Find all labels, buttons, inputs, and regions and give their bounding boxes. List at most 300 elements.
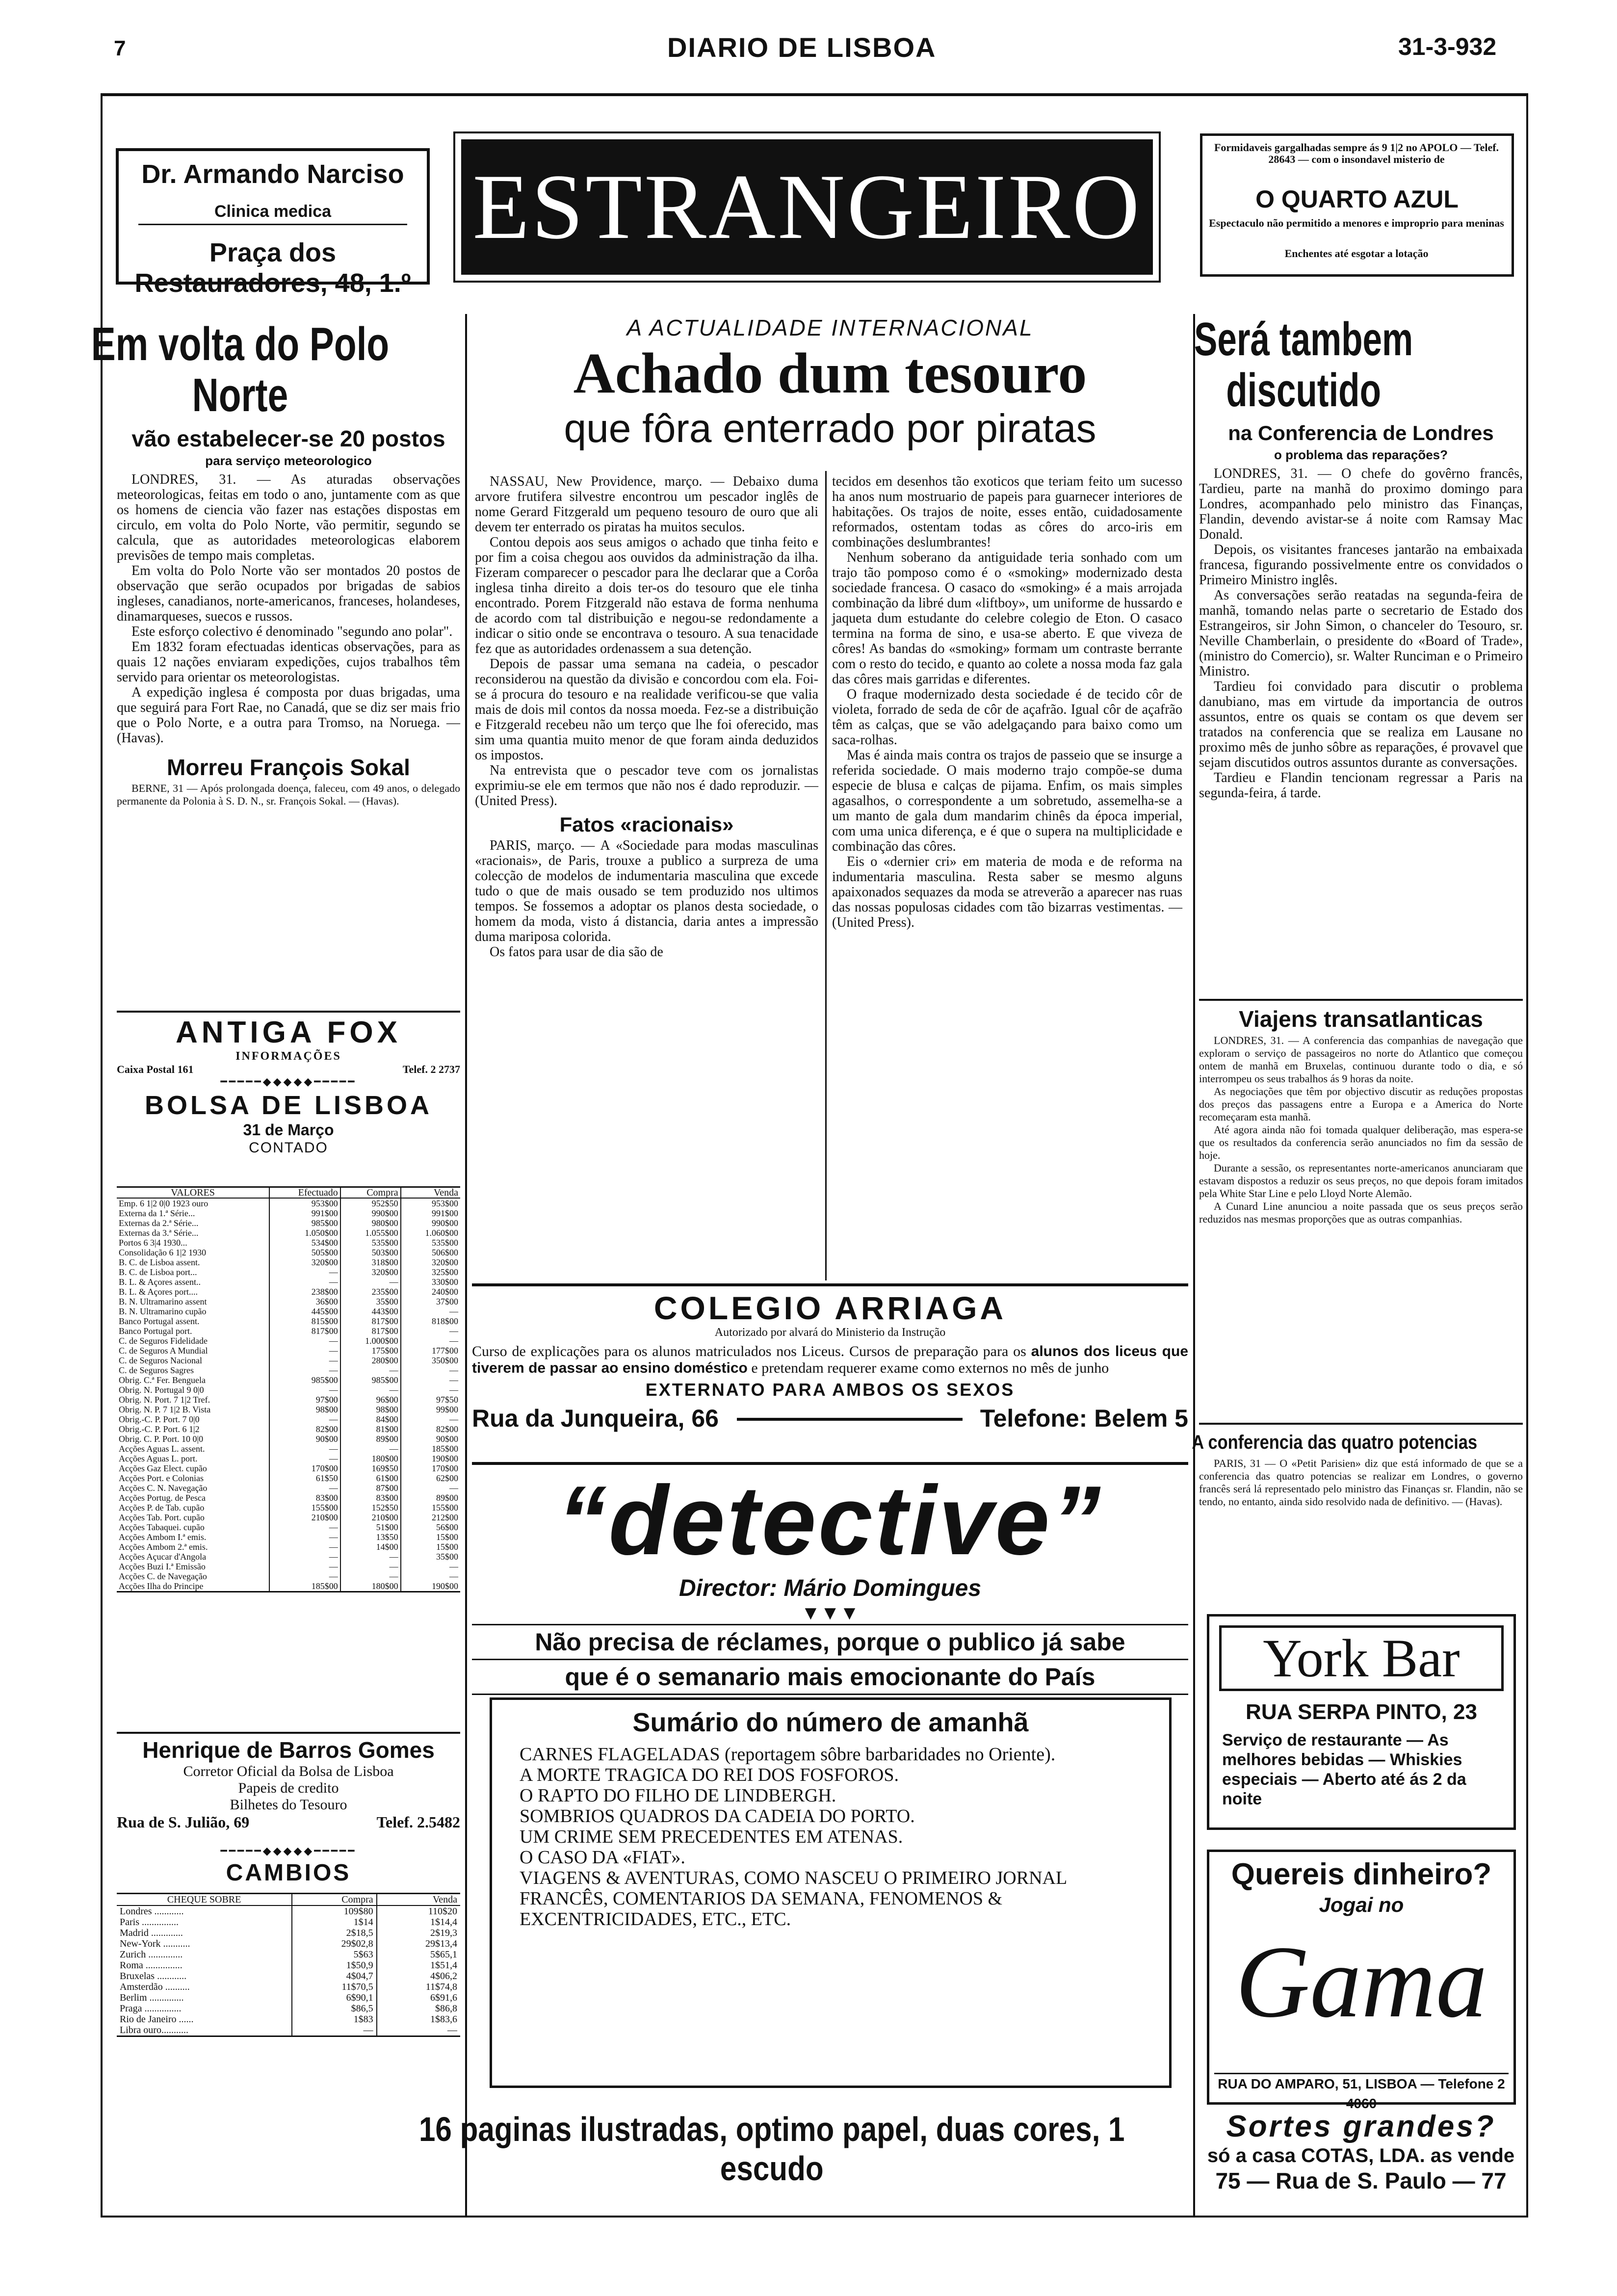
tesouro-paragraph: Eis o «dernier cri» em materia de moda e de reforma na indumentaria masculina. Resta saber se mesmo alguns apaixonados sequazes da moda se atreverão a aparecer nas ruas das nossas populosas cidades com tão bizarras vestimentas. — (United Press). bbox=[832, 854, 1182, 930]
sumario-item: SOMBRIOS QUADROS DA CADEIA DO PORTO. bbox=[520, 1806, 915, 1826]
bolsa-cell: 99$00 bbox=[401, 1405, 460, 1414]
cambios-cell: New-York ........... bbox=[120, 1938, 190, 1949]
bolsa-cell: Acções Tab. Port. cupão bbox=[119, 1513, 205, 1522]
bolsa-cell: 90$00 bbox=[269, 1434, 340, 1444]
bolsa-cell: 330$00 bbox=[401, 1277, 460, 1287]
bolsa-cell: — bbox=[269, 1346, 340, 1356]
quatro-headline: A conferencia das quatro potencias bbox=[1192, 1432, 1478, 1453]
bolsa-cell: — bbox=[269, 1385, 340, 1395]
article-polo-norte bbox=[91, 318, 460, 808]
ad-quarto-line1: Formidaveis gargalhadas sempre ás 9 1|2 no APOLO — Telef. 28643 — com o insondavel misterio de bbox=[1214, 141, 1499, 165]
bolsa-cell: — bbox=[401, 1365, 460, 1375]
cambios-cell: 2$19,3 bbox=[377, 1928, 460, 1938]
fatos-paragraph: Os fatos para usar de dia são de bbox=[490, 944, 663, 960]
quatro-text: PARIS, 31 — O «Petit Parisien» diz que está informado de que se a conferencia das quatro potencias se realizar em Londres, o governo francês será lá representado pelo ministro das Finanças sr. Flandin, não se tendo, no entanto, ainda sido resolvido nada de definitivo. — (Havas). bbox=[1199, 1457, 1523, 1508]
londres-headline: Será tambem discutido bbox=[1194, 313, 1413, 417]
polo-paragraph: A expedição inglesa é composta por duas brigadas, uma que seguirá para Fort Rae, no Canadá, que se diz ser mais frio que o Polo Norte, e a outra para Tromso, na Noruega. — (Havas). bbox=[117, 685, 460, 746]
bolsa-cell: — bbox=[340, 1552, 401, 1562]
bolsa-cell: 82$00 bbox=[401, 1424, 460, 1434]
bolsa-cell: 818$00 bbox=[401, 1316, 460, 1326]
york-address: RUA SERPA PINTO, 23 bbox=[1246, 1700, 1477, 1724]
bolsa-cell: — bbox=[401, 1571, 460, 1581]
bolsa-cell: 190$00 bbox=[401, 1581, 460, 1591]
viagens-paragraph: Até agora ainda não foi tomada qualquer deliberação, mas espera-se que os resultados da conferencia serão anunciados no fim da sessão de hoje. bbox=[1199, 1123, 1523, 1161]
cambios-cell: Bruxelas ............ bbox=[120, 1971, 187, 1982]
bolsa-cell: C. de Seguros A Mundial bbox=[119, 1346, 208, 1356]
tesouro-paragraph: Mas é ainda mais contra os trajos de passeio que se insurge a referida sociedade. O mais moderno trajo compõe-se duma especie de blusa e calças de pijama. Enfim, os mais simples agasalhos, o correspondente a um sobretudo, assemelha-se a um manto de gala dum mandarim chinês da época imperial, com uma unica diferença, e é que o supera na multiplicidade e combinação das côres. bbox=[832, 748, 1182, 854]
table-row bbox=[117, 2025, 460, 2035]
polo-headline: Em volta do Polo Norte bbox=[91, 318, 390, 421]
bolsa-cell: 1.060$00 bbox=[401, 1228, 460, 1238]
londres-paragraph: LONDRES, 31. — O chefe do govêrno francês, Tardieu, parte na manhã do proximo domingo para Londres, acompanhado pelo ministro das Finanças, Flandin, devendo avistar-se á noite com Ramsay Mac Donald. bbox=[1199, 466, 1523, 542]
polo-paragraph: LONDRES, 31. — As aturadas observações meteorologicas, feitas em todo o ano, juntamente com as que os homens de ciencia vão fazer nas estações dispostas em circulo, em volta do Polo Norte, vão permitir, segundo se calcula, que as autoridades meteorologicas elaborem previsões de tempo mais completas. bbox=[117, 472, 460, 563]
bolsa-cell: — bbox=[401, 1414, 460, 1424]
bolsa-cell: 61$50 bbox=[269, 1473, 340, 1483]
bolsa-cell: 170$00 bbox=[401, 1463, 460, 1473]
bolsa-cell: 180$00 bbox=[340, 1581, 401, 1591]
table-row bbox=[117, 1513, 460, 1522]
bolsa-cell: B. N. Ultramarino cupão bbox=[119, 1306, 207, 1316]
cambios-cell: 1$14 bbox=[292, 1917, 377, 1928]
bolsa-cell: — bbox=[401, 1483, 460, 1493]
bolsa-cell: 98$00 bbox=[340, 1405, 401, 1414]
sokal-headline: Morreu François Sokal bbox=[167, 755, 410, 780]
bolsa-cell: 36$00 bbox=[269, 1297, 340, 1306]
table-row bbox=[117, 1542, 460, 1552]
bolsa-cell: Obrig. C. P. Port. 10 0|0 bbox=[119, 1434, 204, 1444]
gama-sub: Jogai no bbox=[1319, 1893, 1404, 1916]
divider bbox=[1199, 999, 1523, 1001]
bolsa-cell: 90$00 bbox=[401, 1434, 460, 1444]
bolsa-cell: Acções Aguas L. assent. bbox=[119, 1444, 205, 1454]
cambios-cell: 2$18,5 bbox=[292, 1928, 377, 1938]
polo-subhead2: para serviço meteorologico bbox=[205, 453, 372, 468]
bolsa-cell: 15$00 bbox=[401, 1532, 460, 1542]
cambios-cell: Zurich .............. bbox=[120, 1949, 183, 1960]
table-row bbox=[117, 1454, 460, 1463]
tesouro-paragraph: Depois de passar uma semana na cadeia, o pescador reconsiderou na questão da divisão e concordou com ela. Foi-se á procura do tesouro e na realidade verificou-se que valia mais de dois mil contos da nossa moeda. Fez-se a distribuição e Fitzgerald recebeu não um terço que lhe foi oferecido, mas sim uma quantia muito menor de que foram ainda deduzidos os impostos. bbox=[475, 656, 818, 763]
cambios-cell: Berlim .............. bbox=[120, 1992, 184, 2003]
cambios-header: Venda bbox=[377, 1894, 460, 1905]
cambios-cell: 1$83 bbox=[292, 2014, 377, 2025]
bolsa-cell: 503$00 bbox=[340, 1248, 401, 1257]
table-row bbox=[117, 1414, 460, 1424]
bolsa-cell: 320$00 bbox=[401, 1257, 460, 1267]
bolsa-cell: 13$50 bbox=[340, 1532, 401, 1542]
bolsa-cell: — bbox=[340, 1277, 401, 1287]
section-banner-title: ESTRANGEIRO bbox=[472, 156, 1142, 259]
londres-paragraph: Tardieu e Flandin tencionam regressar a Paris na segunda-feira, á tarde. bbox=[1199, 770, 1523, 801]
londres-paragraph: As conversações serão reatadas na segunda-feira de manhã, tomando nelas parte o secretario de Estado dos Estrangeiros, sir John Simon, o chanceler do Tesouro, sr. Neville Chamberlain, o presidente do «Board of Trade», (ministro do Comercio), sr. Walter Runciman e o Primeiro Ministro. bbox=[1199, 588, 1523, 679]
bolsa-cell: — bbox=[269, 1571, 340, 1581]
bolsa-cell: — bbox=[269, 1562, 340, 1571]
fatos-paragraph: PARIS, março. — A «Sociedade para modas masculinas «racionais», de Paris, trouxe a publico a surpreza de uma colecção de modelos de indumentaria masculina que excede tudo o que de mais ousado se tem produzido nos ultimos tempos. Se fossemos a adoptar os planos desta sociedade, o homem da moda, visto á distancia, daria antes a impressão duma mariposa colorida. bbox=[475, 838, 818, 944]
table-row bbox=[117, 1385, 460, 1395]
bolsa-table bbox=[117, 1188, 460, 1591]
bolsa-cell: Acções Port. e Colonias bbox=[119, 1473, 204, 1483]
bolsa-cell: 61$00 bbox=[340, 1473, 401, 1483]
londres-paragraph: Depois, os visitantes franceses jantarão na embaixada francesa, figurando possivelmente entre os convidados o Primeiro Ministro inglês. bbox=[1199, 542, 1523, 588]
bolsa-cell: Acções Gaz Elect. cupão bbox=[119, 1463, 207, 1473]
tesouro-paragraph: tecidos em desenhos tão exoticos que teriam feito um sucesso ha anos num mostruario de papeis para guarnecer interiores de habitações. Os trajos de noite, esses então, cuidadosamente reformados, ostentam todas as côres do arco-iris em combinações deslumbrantes! bbox=[832, 474, 1182, 550]
table-row bbox=[117, 1248, 460, 1257]
gama-address: RUA DO AMPARO, 51, LISBOA — Telefone 2 4060 bbox=[1214, 2073, 1509, 2113]
bolsa-cell: Emp. 6 1|2 0|0 1923 ouro bbox=[119, 1199, 209, 1208]
bolsa-cell: — bbox=[401, 1326, 460, 1336]
bolsa-cell: 817$00 bbox=[340, 1326, 401, 1336]
bolsa-cell: Obrig.-C. P. Port. 6 1|2 bbox=[119, 1424, 200, 1434]
bolsa-cell: — bbox=[401, 1306, 460, 1316]
sumario-item: VIAGENS & AVENTURAS, COMO NASCEU O PRIMEIRO JORNAL FRANCÊS, COMENTARIOS DA SEMANA, FENOMENOS & EXCENTRICIDADES, ETC., ETC. bbox=[520, 1868, 1067, 1930]
tesouro-paragraph: O fraque modernizado desta sociedade é de tecido côr de violeta, forrado de seda de côr de açafrão. Igual côr de açafrão têm as calças, que se vão adelgaçando para baixo como um saca-rolhas. bbox=[832, 687, 1182, 748]
bolsa-cell: C. de Seguros Nacional bbox=[119, 1356, 202, 1365]
frame-bottom bbox=[101, 2216, 1528, 2218]
bolsa-cell: — bbox=[340, 1571, 401, 1581]
bolsa-cell: — bbox=[269, 1365, 340, 1375]
bolsa-cell: 445$00 bbox=[269, 1306, 340, 1316]
bolsa-cell: — bbox=[269, 1522, 340, 1532]
cambios-cell: 11$70,5 bbox=[292, 1982, 377, 1992]
cambios-title: CAMBIOS bbox=[226, 1860, 351, 1886]
viagens-paragraph: Durante a sessão, os representantes norte-americanos anunciaram que estavam dispostos a reduzir os seus preços, no que depois foram imitados pela White Star Line e pelo Lloyd Norte Alemão. bbox=[1199, 1162, 1523, 1200]
cambios-cell: Rio de Janeiro ...... bbox=[120, 2014, 194, 2025]
bolsa-section bbox=[117, 1090, 460, 1157]
bolsa-header: Efectuado bbox=[269, 1188, 340, 1198]
bolsa-cell: Externas da 2.ª Série... bbox=[119, 1218, 199, 1228]
bolsa-cell: Acções C. N. Navegação bbox=[119, 1483, 208, 1493]
sumario-item: O CASO DA «FIAT». bbox=[520, 1847, 685, 1868]
bolsa-cell: B. C. de Lisboa assent. bbox=[119, 1257, 200, 1267]
bolsa-cell: 318$00 bbox=[340, 1257, 401, 1267]
cambios-cell: 109$80 bbox=[292, 1905, 377, 1917]
bolsa-cell: 14$00 bbox=[340, 1542, 401, 1552]
bolsa-header: Compra bbox=[340, 1188, 401, 1198]
masthead bbox=[0, 29, 1617, 64]
bolsa-cell: 169$50 bbox=[340, 1463, 401, 1473]
table-row bbox=[117, 1228, 460, 1238]
bolsa-cell: Obrig. N. Portugal 9 0|0 bbox=[119, 1385, 204, 1395]
ad-colegio-arriaga bbox=[472, 1290, 1188, 1435]
bolsa-cell: 1.055$00 bbox=[340, 1228, 401, 1238]
ad-antiga-fox bbox=[117, 1016, 460, 1078]
bolsa-cell: 97$00 bbox=[269, 1395, 340, 1405]
table-row bbox=[117, 1257, 460, 1267]
bolsa-cell: Obrig. C.ª Fer. Benguela bbox=[119, 1375, 206, 1385]
cambios-cell: 1$83,6 bbox=[377, 2014, 460, 2025]
column-rule-1 bbox=[465, 314, 467, 2218]
article-quatro-potencias bbox=[1192, 1428, 1523, 1508]
cambios-cell: — bbox=[377, 2025, 460, 2035]
cambios-cell: 1$14,4 bbox=[377, 1917, 460, 1928]
column-rule-2 bbox=[1193, 314, 1195, 2218]
table-row bbox=[117, 1326, 460, 1336]
ad-quarto-title: O QUARTO AZUL bbox=[1255, 185, 1459, 213]
colegio-text-pre: Curso de explicações para os alunos matriculados nos Liceus. Cursos de preparação para os bbox=[472, 1343, 1026, 1359]
bolsa-cell: — bbox=[269, 1454, 340, 1463]
cambios-cell: — bbox=[292, 2025, 377, 2035]
table-row bbox=[117, 1346, 460, 1356]
bolsa-cell: — bbox=[401, 1385, 460, 1395]
bolsa-cell: 235$00 bbox=[340, 1287, 401, 1297]
table-row bbox=[117, 1928, 460, 1938]
sumario-item: A MORTE TRAGICA DO REI DOS FOSFOROS. bbox=[520, 1765, 899, 1785]
viagens-paragraph: A Cunard Line anunciou a noite passada que os seus preços serão reduzidos nas mesmas proporções que as outras companhias. bbox=[1199, 1200, 1523, 1225]
sumario-list bbox=[520, 1744, 1148, 1930]
bolsa-cell: Acções Ambom I.ª emis. bbox=[119, 1532, 207, 1542]
ad-narciso-address: Praça dos Restauradores, 48, 1.º bbox=[134, 238, 411, 298]
table-row bbox=[117, 2003, 460, 2014]
table-row bbox=[117, 1483, 460, 1493]
bolsa-cell: 534$00 bbox=[269, 1238, 340, 1248]
bolsa-cell: 89$00 bbox=[340, 1434, 401, 1444]
bolsa-cell: 506$00 bbox=[401, 1248, 460, 1257]
bolsa-cell: 535$00 bbox=[401, 1238, 460, 1248]
bolsa-cell: 443$00 bbox=[340, 1306, 401, 1316]
cambios-cell: 29$02,8 bbox=[292, 1938, 377, 1949]
bolsa-cell: — bbox=[269, 1356, 340, 1365]
issue-date: 31-3-932 bbox=[1398, 33, 1497, 60]
bolsa-cell: B. C. de Lisboa port... bbox=[119, 1267, 197, 1277]
bolsa-cell: Acções P. de Tab. cupão bbox=[119, 1503, 205, 1513]
tesouro-kicker: A ACTUALIDADE INTERNACIONAL bbox=[626, 315, 1034, 340]
bolsa-date: 31 de Março bbox=[243, 1121, 334, 1139]
bolsa-title: BOLSA DE LISBOA bbox=[144, 1091, 433, 1120]
bolsa-cell: 62$00 bbox=[401, 1473, 460, 1483]
colegio-text-bold: alunos dos liceus que tiverem de passar ao ensino doméstico bbox=[472, 1343, 1189, 1376]
colegio-telef: Telefone: Belem 5 bbox=[980, 1405, 1188, 1432]
bolsa-cell: 155$00 bbox=[269, 1503, 340, 1513]
colegio-text-post: e pretendam requerer exame como externos no mês de junho bbox=[751, 1360, 1109, 1376]
cambios-cell: Roma ............... bbox=[120, 1960, 183, 1971]
londres-subhead2: o problema das reparações? bbox=[1274, 447, 1448, 462]
henrique-line2: Papeis de credito bbox=[238, 1780, 339, 1796]
bolsa-cell: Portos 6 3|4 1930... bbox=[119, 1238, 187, 1248]
sumario-box bbox=[490, 1697, 1172, 2088]
polo-paragraph: Em 1832 foram efectuadas identicas observações, para as quais 12 nações enviaram expedições, cujos trabalhos têm servido para orientar os meteorologistas. bbox=[117, 639, 460, 685]
table-row bbox=[117, 1949, 460, 1960]
bolsa-cell: 152$50 bbox=[340, 1503, 401, 1513]
cambios-cell: 29$13,4 bbox=[377, 1938, 460, 1949]
cambios-cell: 6$90,1 bbox=[292, 1992, 377, 2003]
bolsa-cell: 155$00 bbox=[401, 1503, 460, 1513]
table-row bbox=[117, 1277, 460, 1287]
bolsa-cell: 1.050$00 bbox=[269, 1228, 340, 1238]
ad-gama bbox=[1207, 1850, 1516, 2111]
bolsa-cell: — bbox=[340, 1385, 401, 1395]
bolsa-cell: 82$00 bbox=[269, 1424, 340, 1434]
cambios-cell: Libra ouro........... bbox=[120, 2025, 188, 2035]
table-row bbox=[117, 1444, 460, 1454]
bolsa-cell: 535$00 bbox=[340, 1238, 401, 1248]
ad-detective bbox=[472, 1467, 1188, 1695]
york-text: Serviço de restaurante — As melhores bebidas — Whiskies especiais — Aberto até ás 2 da noite bbox=[1222, 1731, 1466, 1808]
table-row bbox=[117, 1917, 460, 1928]
bolsa-cell: 320$00 bbox=[269, 1257, 340, 1267]
bolsa-cell: 952$50 bbox=[340, 1198, 401, 1208]
bolsa-cell: 83$00 bbox=[269, 1493, 340, 1503]
tesouro-paragraph: NASSAU, New Providence, março. — Debaixo duma arvore frutifera silvestre encontrou um pescador inglês de nome Gerard Fitzgerald um pequeno tesouro de ouro que ali devem ter enterrado os piratas ha muitos seculos. bbox=[475, 474, 818, 535]
cambios-cell: 5$65,1 bbox=[377, 1949, 460, 1960]
bolsa-cell: B. N. Ultramarino assent bbox=[119, 1297, 207, 1306]
table-row bbox=[117, 1562, 460, 1571]
detective-line1: Não precisa de réclames, porque o publico já sabe bbox=[472, 1624, 1188, 1660]
sumario-title: Sumário do número de amanhã bbox=[632, 1708, 1029, 1737]
bolsa-cell: 15$00 bbox=[401, 1542, 460, 1552]
table-row bbox=[117, 1336, 460, 1346]
bolsa-cell: 350$00 bbox=[401, 1356, 460, 1365]
bolsa-cell: — bbox=[269, 1414, 340, 1424]
bolsa-cell: — bbox=[401, 1562, 460, 1571]
table-row bbox=[117, 1463, 460, 1473]
bolsa-cell: 505$00 bbox=[269, 1248, 340, 1257]
bolsa-cell: 817$00 bbox=[269, 1326, 340, 1336]
bolsa-cell: 51$00 bbox=[340, 1522, 401, 1532]
bolsa-cell: 991$00 bbox=[269, 1208, 340, 1218]
antiga-fox-title: ANTIGA FOX bbox=[175, 1016, 402, 1049]
bolsa-cell: 817$00 bbox=[340, 1316, 401, 1326]
bolsa-cell: Obrig. N. P. 7 1|2 B. Vista bbox=[119, 1405, 211, 1414]
sumario-item: CARNES FLAGELADAS (reportagem sôbre barbaridades no Oriente). bbox=[520, 1744, 1056, 1765]
table-row bbox=[117, 1356, 460, 1365]
bolsa-cell: 280$00 bbox=[340, 1356, 401, 1365]
tesouro-paragraph: Contou depois aos seus amigos o achado que tinha feito e por fim a coisa chegou aos ouvidos da administração da ilha. Fizeram comparecer o pescador para lhe declarar que a Corôa inglesa tinha direito a dois ter-os do tesouro que ele tinha encontrado. Porem Fitzgerald não estava de forma nenhuma de acordo com tal distribuição e negou-se redondamente a indicar o sitio onde se encontrava o tesouro. A sua tenacidade fez que as autoridades ordenassem a sua detenção. bbox=[475, 535, 818, 656]
cotas-line2: 75 — Rua de S. Paulo — 77 bbox=[1215, 2168, 1507, 2193]
table-row bbox=[117, 1493, 460, 1503]
cotas-title: Sortes grandes? bbox=[1226, 2110, 1496, 2143]
bolsa-cell: 81$00 bbox=[340, 1424, 401, 1434]
tesouro-paragraph: Nenhum soberano da antiguidade teria sonhado com um trajo tão pomposo como é o «smoking» modernizado desta sociedade francesa. O casaco do «smoking» é a mais arrojada combinação da libré dum «liftboy», um uniforme de hussardo e jaqueta dum estudante do celebre colegio de Eton. O casaco termina na forma de sino, e usa-se aberto. E que viveza de côres! As bandas do «smoking» formam um contraste berrante com o resto do tecido, e quanto ao colete a nossa moda faz gala das côres mais garridas e diferentes. bbox=[832, 550, 1182, 687]
bolsa-cell: Acções Buzi I.ª Emissão bbox=[119, 1562, 206, 1571]
bolsa-header: Venda bbox=[401, 1188, 460, 1198]
bolsa-cell: 35$00 bbox=[401, 1552, 460, 1562]
polo-subhead: vão estabelecer-se 20 postos bbox=[131, 426, 445, 451]
cambios-cell: 6$91,6 bbox=[377, 1992, 460, 2003]
bolsa-cell: 990$00 bbox=[401, 1218, 460, 1228]
table-row bbox=[117, 1306, 460, 1316]
table-row bbox=[117, 1238, 460, 1248]
bolsa-cell: Banco Portugal assent. bbox=[119, 1316, 200, 1326]
table-row bbox=[117, 1503, 460, 1513]
bolsa-cell: 175$00 bbox=[340, 1346, 401, 1356]
ornament-divider: ━━━━━◆◆◆◆◆━━━━━ bbox=[220, 1845, 357, 1857]
bolsa-cell: Consolidação 6 1|2 1930 bbox=[119, 1248, 207, 1257]
bolsa-cell: Acções Portug. de Pesca bbox=[119, 1493, 206, 1503]
viagens-headline: Viajens transatlanticas bbox=[1239, 1006, 1483, 1032]
detective-line2: que é o semanario mais emocionante do País bbox=[472, 1660, 1188, 1695]
tesouro-column-1 bbox=[475, 474, 818, 960]
table-row bbox=[117, 1198, 460, 1208]
bolsa-cell: 84$00 bbox=[340, 1414, 401, 1424]
antiga-fox-telef: Telef. 2 2737 bbox=[402, 1063, 460, 1075]
bolsa-cell: Banco Portugal port. bbox=[119, 1326, 192, 1336]
detective-title: “detective” bbox=[557, 1466, 1103, 1575]
bolsa-cell: 97$50 bbox=[401, 1395, 460, 1405]
bolsa-cell: B. L. & Açores port.... bbox=[119, 1287, 198, 1297]
bolsa-cell: 87$00 bbox=[340, 1483, 401, 1493]
column-rule-center bbox=[825, 471, 827, 1280]
cambios-cell: 1$51,4 bbox=[377, 1960, 460, 1971]
table-row bbox=[117, 1571, 460, 1581]
table-row bbox=[117, 1532, 460, 1542]
cambios-cell: Praga ............... bbox=[120, 2003, 182, 2014]
table-row bbox=[117, 1473, 460, 1483]
bolsa-cell: — bbox=[401, 1336, 460, 1346]
ad-york-bar bbox=[1207, 1614, 1516, 1830]
divider bbox=[472, 1283, 1188, 1286]
bolsa-cell: 991$00 bbox=[401, 1208, 460, 1218]
polo-paragraph: Este esforço colectivo é denominado "segundo ano polar". bbox=[131, 624, 453, 639]
bolsa-cell: 212$00 bbox=[401, 1513, 460, 1522]
cambios-cell: 110$20 bbox=[377, 1905, 460, 1917]
tesouro-headline: Achado dum tesouro bbox=[573, 341, 1087, 405]
ad-quarto-line3: Enchentes até esgotar a lotação bbox=[1284, 247, 1429, 260]
bolsa-cell: 240$00 bbox=[401, 1287, 460, 1297]
bolsa-cell: 98$00 bbox=[269, 1405, 340, 1414]
bolsa-cell: 37$00 bbox=[401, 1297, 460, 1306]
ad-narciso bbox=[116, 148, 430, 298]
bolsa-cell: 89$00 bbox=[401, 1493, 460, 1503]
bolsa-cell: 1.000$00 bbox=[340, 1336, 401, 1346]
ad-cotas bbox=[1199, 2110, 1523, 2194]
divider bbox=[472, 1462, 1188, 1465]
article-londres bbox=[1194, 313, 1523, 801]
londres-paragraph: Tardieu foi convidado para discutir o problema danubiano, mas em virtude da importancia de outros assuntos, entre os quais se contam os que devem ser tratados na conferencia que se realiza em Lausane no proximo mês de junho sôbre as reparações, é provavel que sejam discutidos outros assuntos durante as conversações. bbox=[1199, 679, 1523, 770]
bolsa-cell: 170$00 bbox=[269, 1463, 340, 1473]
bolsa-cell: Acções C. de Navegação bbox=[119, 1571, 207, 1581]
ad-henrique bbox=[117, 1737, 460, 1832]
sokal-text: BERNE, 31 — Após prolongada doença, faleceu, com 49 anos, o delegado permanente da Polonia à S. D. N., sr. François Sokal. — (Havas). bbox=[117, 782, 460, 807]
bolsa-cell: 177$00 bbox=[401, 1346, 460, 1356]
bolsa-header: VALORES bbox=[117, 1188, 269, 1198]
bolsa-cell: Obrig.-C. P. Port. 7 0|0 bbox=[119, 1414, 200, 1424]
table-row bbox=[117, 1287, 460, 1297]
table-row bbox=[117, 1365, 460, 1375]
bolsa-cell: 56$00 bbox=[401, 1522, 460, 1532]
bolsa-cell: 815$00 bbox=[269, 1316, 340, 1326]
bolsa-cell: 96$00 bbox=[340, 1395, 401, 1405]
bolsa-cell: — bbox=[340, 1444, 401, 1454]
cambios-header: CHEQUE SOBRE bbox=[117, 1894, 292, 1905]
henrique-address: Rua de S. Julião, 69 bbox=[117, 1813, 250, 1831]
bolsa-cell: Acções Ambom 2.ª emis. bbox=[119, 1542, 208, 1552]
bolsa-cell: — bbox=[340, 1365, 401, 1375]
table-row bbox=[117, 1992, 460, 2003]
colegio-address: Rua da Junqueira, 66 bbox=[472, 1405, 719, 1432]
bolsa-cell: — bbox=[269, 1483, 340, 1493]
bolsa-cell: Acções Tabaquei. cupão bbox=[119, 1522, 205, 1532]
table-row bbox=[117, 1218, 460, 1228]
bolsa-cell: 190$00 bbox=[401, 1454, 460, 1463]
bolsa-cell: 83$00 bbox=[340, 1493, 401, 1503]
table-row bbox=[117, 1395, 460, 1405]
bolsa-cell: — bbox=[401, 1375, 460, 1385]
bolsa-cell: 320$00 bbox=[340, 1267, 401, 1277]
bolsa-cell: — bbox=[269, 1542, 340, 1552]
bolsa-cell: — bbox=[269, 1552, 340, 1562]
table-row bbox=[117, 1405, 460, 1414]
sumario-footer-wrap bbox=[419, 2110, 1188, 2188]
table-row bbox=[117, 1208, 460, 1218]
cambios-cell: $86,5 bbox=[292, 2003, 377, 2014]
page-number: 7 bbox=[114, 36, 126, 60]
bolsa-cell: Obrig. N. Port. 7 1|2 Tref. bbox=[119, 1395, 210, 1405]
cambios-cell: Amsterdão .......... bbox=[120, 1982, 190, 1992]
bolsa-cell: 180$00 bbox=[340, 1454, 401, 1463]
table-row bbox=[117, 1434, 460, 1444]
ornament-arrow: ▼▼▼ bbox=[801, 1602, 860, 1624]
sumario-footer: 16 paginas ilustradas, optimo papel, duas cores, 1 escudo bbox=[419, 2110, 1125, 2188]
bolsa-cell: 210$00 bbox=[269, 1513, 340, 1522]
